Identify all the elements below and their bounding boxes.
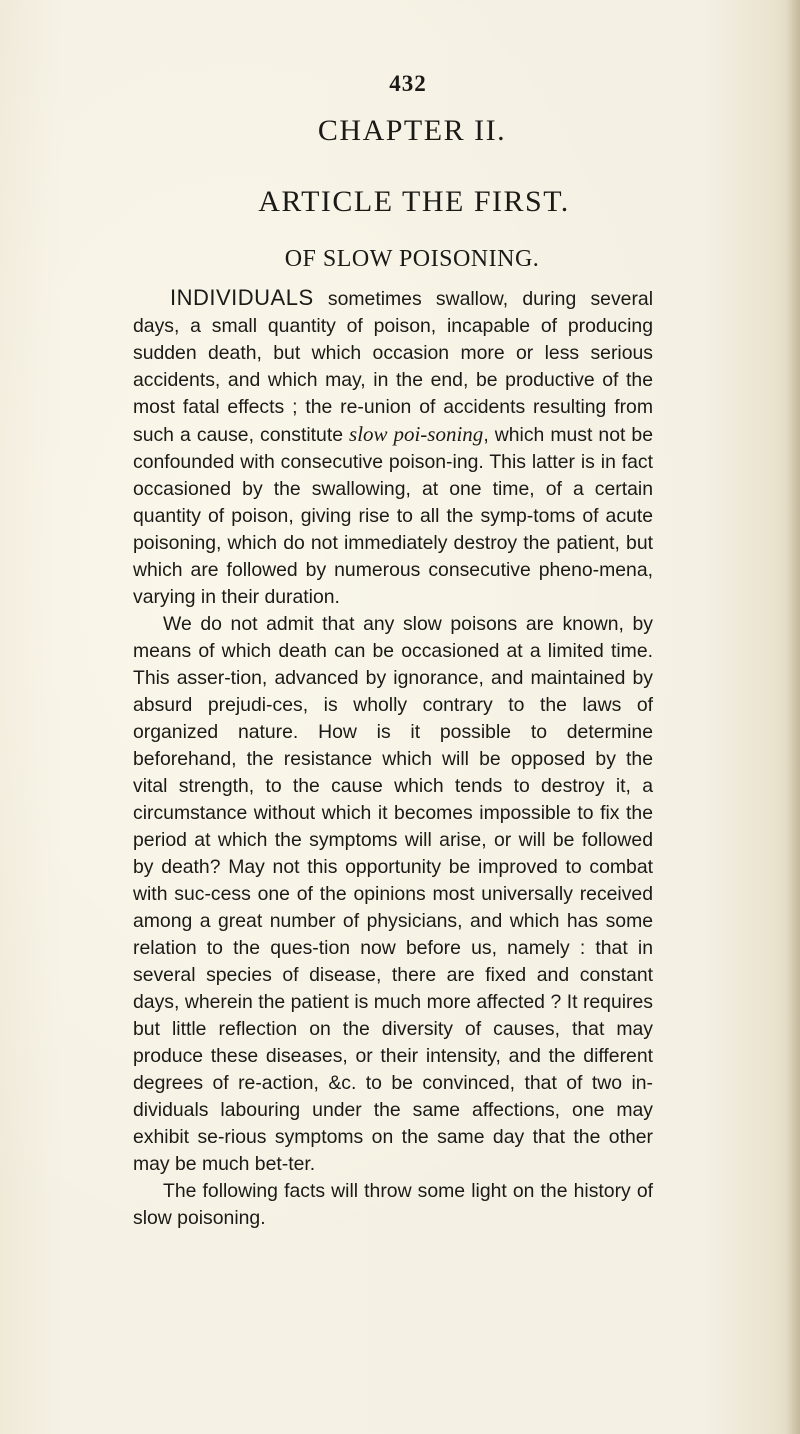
paragraph-3: The following facts will throw some light on the history of slow poisoning. — [133, 1180, 653, 1229]
paragraph-1-text-b: , which must not be confounded with consecutive poison-ing. This latter is in fact occasioned by the swallowing, at one time, of a certain quantity of poison, giving rise to all the symp-toms of acute poisoning, which do not immediately destroy the patient, but which are followed by numerous consecutive pheno-mena, varying in their duration. — [133, 424, 653, 608]
page-number: 432 — [389, 71, 427, 96]
paragraph-2: We do not admit that any slow poisons are known, by means of which death can be occasioned at a limited time. This asser-tion, advanced by ignorance, and maintained by absurd prejudi-ces, is wholly contrary to the laws of organized nature. How is it possible to determine beforehand, the resistance which will be opposed by the vital strength, to the cause which tends to destroy it, a circumstance without which it becomes impossible to fix the period at which the symptoms will arise, or will be followed by death? May not this opportunity be improved to combat with suc-cess one of the opinions most universally received among a great number of physicians, and which has some relation to the ques-tion now before us, namely : that in several species of disease, there are fixed and constant days, wherein the patient is much more affected ? It requires but little reflection on the diversity of causes, that may produce these diseases, or their intensity, and the different degrees of re-action, &c. to be convinced, that of two in-dividuals labouring under the same affections, one may exhibit se-rious symptoms on the same day that the other may be much bet-ter. — [133, 613, 653, 1175]
paragraph-1-text-a: sometimes swallow, during several days, a small quantity of poison, incapable of producing sudden death, but which occasion more or less serious accidents, and which may, in the end, be productive of the most fatal effects ; the re-union of accidents resulting from such a cause, constitute — [133, 288, 653, 446]
section-heading: OF SLOW POISONING. — [284, 246, 540, 272]
chapter-heading: CHAPTER II. — [317, 114, 507, 147]
emphasis-text: slow poi-soning — [349, 422, 484, 446]
lead-word: INDIVIDUALS — [170, 285, 314, 310]
article-heading: ARTICLE THE FIRST. — [258, 185, 570, 218]
body-text — [133, 284, 653, 1232]
paragraph-1 — [133, 284, 653, 611]
